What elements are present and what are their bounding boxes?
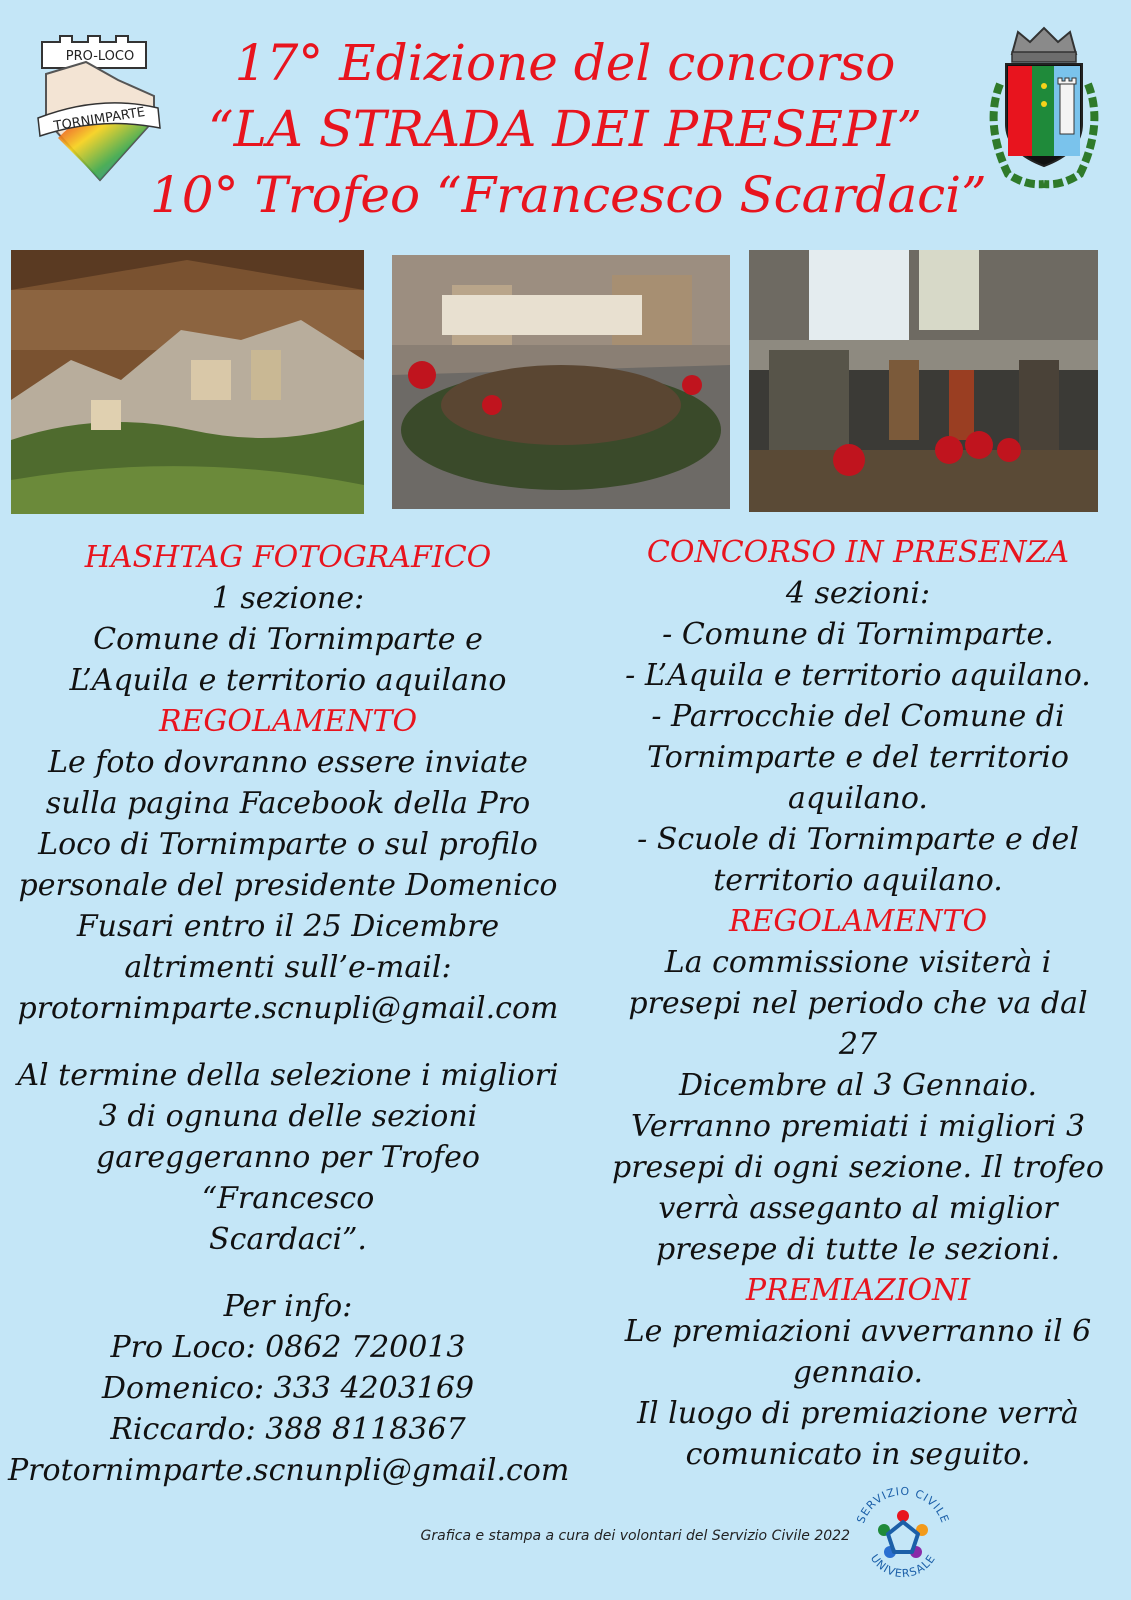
- hashtag-section-line: Comune di Tornimparte e: [93, 622, 483, 657]
- awards-line: Il luogo di premiazione verrà: [637, 1396, 1079, 1431]
- contest-rules-line: presepi di ogni sezione. Il trofeo: [612, 1150, 1104, 1185]
- info-line: Domenico: 333 4203169: [101, 1371, 475, 1406]
- contest-section-line: - Parrocchie del Comune di: [651, 699, 1065, 734]
- title-contest-name: “LA STRADA DEI PRESEPI”: [208, 100, 922, 158]
- info-line: Riccardo: 388 8118367: [110, 1412, 466, 1447]
- contest-heading: CONCORSO IN PRESENZA: [646, 535, 1070, 570]
- awards-line: comunicato in seguito.: [685, 1437, 1031, 1472]
- svg-text:TORNIMPARTE: TORNIMPARTE: [52, 104, 147, 135]
- info-email: Protornimparte.scnunpli@gmail.com: [8, 1453, 570, 1488]
- svg-text:SERVIZIO CIVILE: SERVIZIO CIVILE: [854, 1484, 952, 1526]
- info-heading: Per info:: [223, 1289, 353, 1324]
- pro-loco-tornimparte-logo: [36, 34, 164, 184]
- contest-section-line: - Scuole di Tornimparte e del: [637, 822, 1079, 857]
- nativity-photo-2: [392, 255, 730, 509]
- footer-credit: Grafica e stampa a cura dei volontari del Servizio Civile 2022: [420, 1528, 850, 1544]
- title-trophy: 10° Trofeo “Francesco Scardaci”: [150, 166, 987, 224]
- hashtag-rules-line: sulla pagina Facebook della Pro: [45, 786, 531, 821]
- nativity-photo-1: [11, 250, 364, 514]
- contest-rules-line: verrà asseganto al miglior: [658, 1191, 1058, 1226]
- hashtag-rules-heading: REGOLAMENTO: [158, 704, 418, 739]
- contest-section-line: aquilano.: [788, 781, 928, 816]
- svg-text:UNIVERSALE: UNIVERSALE: [867, 1551, 939, 1581]
- selection-line: Al termine della selezione i migliori: [17, 1058, 559, 1093]
- hashtag-heading: HASHTAG FOTOGRAFICO: [84, 540, 492, 575]
- title-edition: 17° Edizione del concorso: [234, 34, 896, 92]
- servizio-civile-universale-logo: [848, 1478, 958, 1590]
- awards-line: gennaio.: [792, 1355, 924, 1390]
- hashtag-rules-line: Le foto dovranno essere inviate: [48, 745, 528, 780]
- contest-rules-line: Verranno premiati i migliori 3: [630, 1109, 1086, 1144]
- hashtag-email: protornimparte.scnupli@gmail.com: [17, 991, 559, 1026]
- contest-rules-line: Dicembre al 3 Gennaio.: [678, 1068, 1038, 1103]
- contest-section-line: - L’Aquila e territorio aquilano.: [625, 658, 1091, 693]
- hashtag-sections-count: 1 sezione:: [211, 581, 365, 616]
- info-line: Pro Loco: 0862 720013: [110, 1330, 466, 1365]
- contest-rules-line: presepi nel periodo che va dal 27: [628, 986, 1088, 1062]
- hashtag-rules-line: Fusari entro il 25 Dicembre: [76, 909, 500, 944]
- selection-line: 3 di ognuna delle sezioni: [98, 1099, 478, 1134]
- in-person-contest-section: [608, 532, 1108, 1475]
- awards-heading: PREMIAZIONI: [745, 1273, 971, 1308]
- poster-title: [150, 30, 987, 228]
- awards-line: Le premiazioni avverranno il 6: [624, 1314, 1092, 1349]
- hashtag-section-line: L’Aquila e territorio aquilano: [69, 663, 507, 698]
- contest-sections-count: 4 sezioni:: [785, 576, 931, 611]
- hashtag-rules-line: Loco di Tornimparte o sul profilo: [38, 827, 538, 862]
- contest-section-line: Tornimparte e del territorio: [647, 740, 1069, 775]
- contest-rules-line: presepe di tutte le sezioni.: [655, 1232, 1060, 1267]
- selection-line: gareggeranno per Trofeo “Francesco: [96, 1140, 480, 1216]
- contest-rules-heading: REGOLAMENTO: [728, 904, 988, 939]
- contest-section-line: - Comune di Tornimparte.: [662, 617, 1054, 652]
- photo-hashtag-section: [8, 537, 568, 1491]
- contest-section-line: territorio aquilano.: [713, 863, 1003, 898]
- svg-text:PRO-LOCO: PRO-LOCO: [65, 49, 135, 64]
- tornimparte-coat-of-arms: [978, 24, 1110, 194]
- contest-rules-line: La commissione visiterà i: [664, 945, 1052, 980]
- hashtag-rules-line: altrimenti sull’e-mail:: [124, 950, 452, 985]
- nativity-photo-3: [749, 250, 1098, 512]
- hashtag-rules-line: personale del presidente Domenico: [18, 868, 558, 903]
- selection-line: Scardaci”.: [209, 1222, 367, 1257]
